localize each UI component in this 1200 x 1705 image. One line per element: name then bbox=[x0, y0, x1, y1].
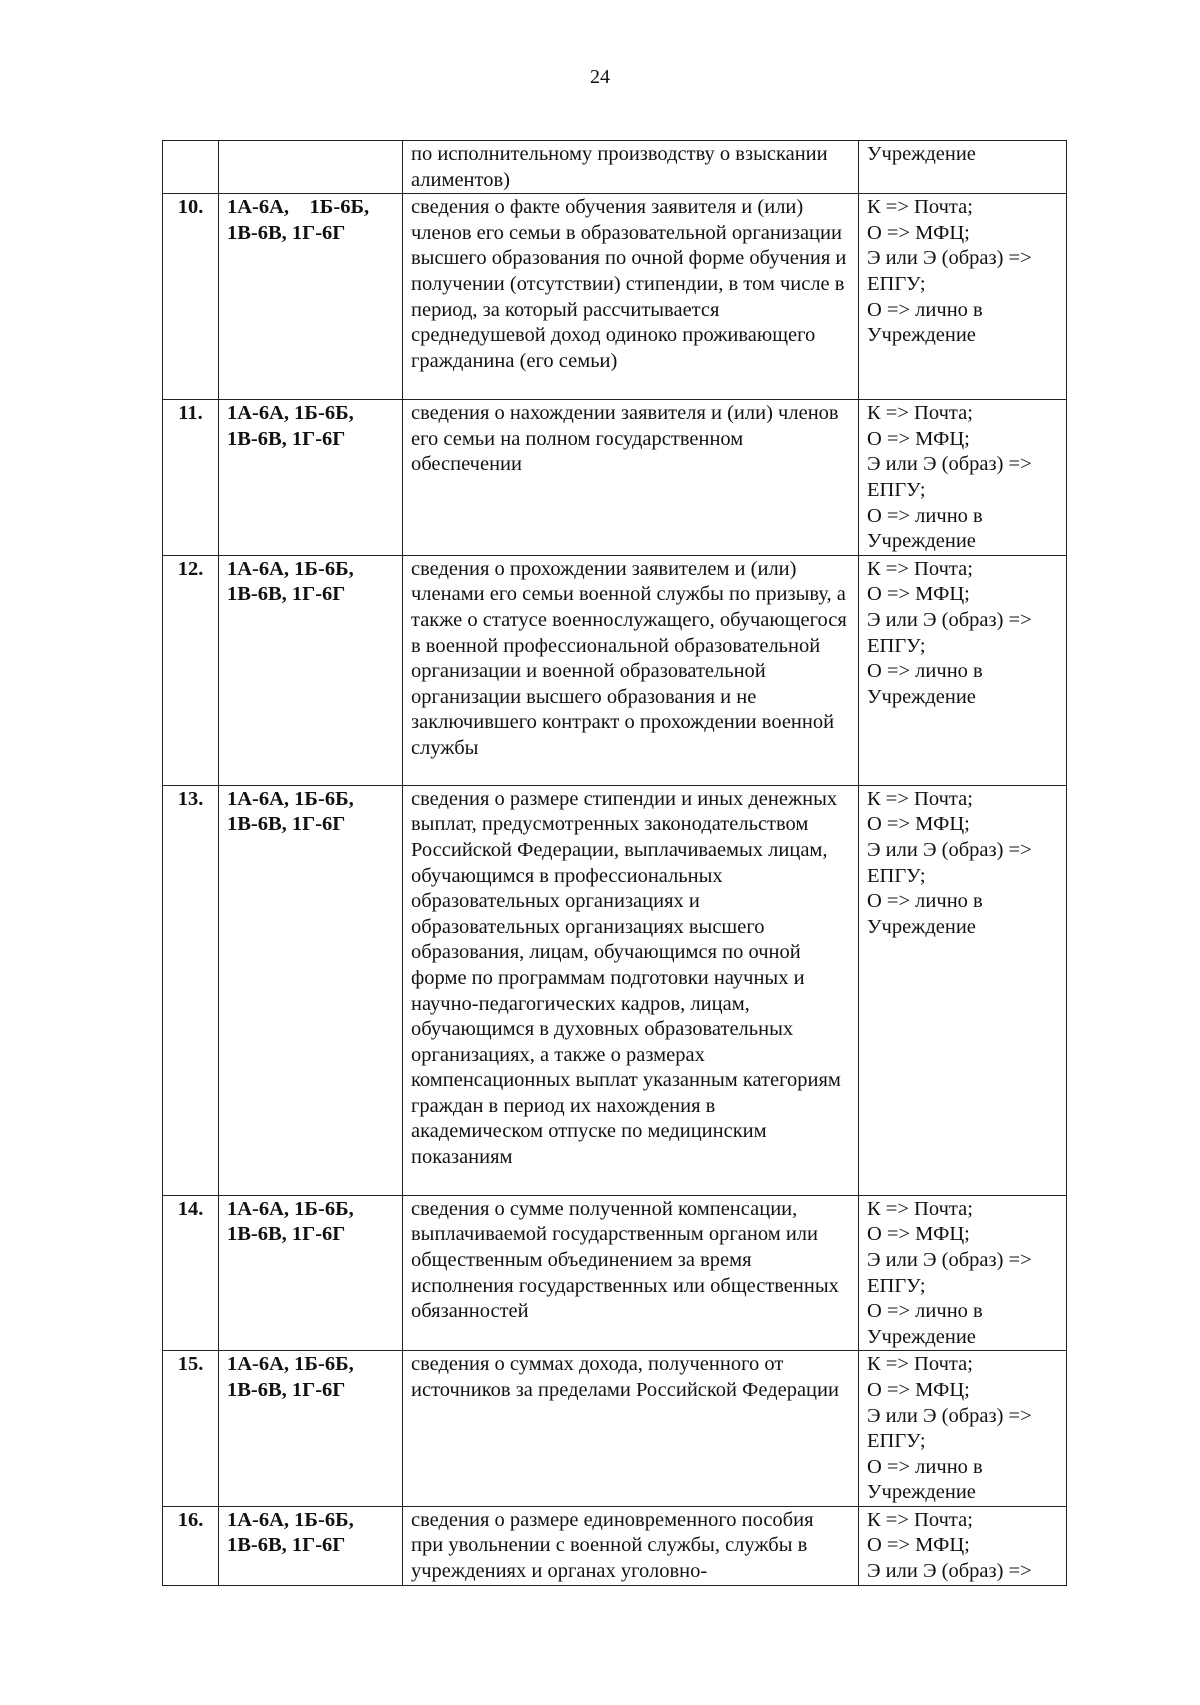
page-number: 24 bbox=[590, 66, 610, 88]
method-line: О => МФЦ; bbox=[867, 221, 970, 244]
method-line: О => лично в bbox=[867, 660, 983, 683]
table-row bbox=[163, 1506, 1067, 1585]
method-line: Э или Э (образ) => bbox=[867, 608, 1032, 631]
row-description: сведения о размере единовременного пособия при увольнении с военной службы, службы в учреждениях и органах уголовно- bbox=[403, 1506, 859, 1585]
code-line: 1А-6А, 1Б-6Б, bbox=[227, 196, 370, 219]
method-line: Учреждение bbox=[867, 324, 976, 347]
code-line: 1В-6В, 1Г-6Г bbox=[227, 1534, 346, 1557]
table-body bbox=[163, 141, 1067, 1586]
row-codes bbox=[219, 400, 403, 556]
row-number: 10. bbox=[163, 194, 219, 400]
table-row bbox=[163, 555, 1067, 785]
row-codes bbox=[219, 785, 403, 1195]
table-row bbox=[163, 1195, 1067, 1351]
method-line: К => Почта; bbox=[867, 1508, 973, 1531]
method-line: Э или Э (образ) => bbox=[867, 1248, 1032, 1271]
table-row bbox=[163, 141, 1067, 194]
table-row bbox=[163, 194, 1067, 400]
method-line: Учреждение bbox=[867, 530, 976, 553]
method-line: Э или Э (образ) => bbox=[867, 838, 1032, 861]
table-row bbox=[163, 400, 1067, 556]
method-line: О => лично в bbox=[867, 1455, 983, 1478]
method-line: О => лично в bbox=[867, 298, 983, 321]
row-codes bbox=[219, 1195, 403, 1351]
row-description: сведения о сумме полученной компенсации, выплачиваемой государственным органом или общественным объединением за время исполнения государственных или общественных обязанностей bbox=[403, 1195, 859, 1351]
row-number: 16. bbox=[163, 1506, 219, 1585]
method-line: ЕПГУ; bbox=[867, 864, 926, 887]
method-line: Учреждение bbox=[867, 915, 976, 938]
row-description: сведения о прохождении заявителем и (или) членами его семьи военной службы по призыву, а также о статусе военнослужащего, обучающегося в военной профессиональной образовательной организации и военной образовательной организации высшего образования и не заключившего контракт о прохождении военной службы bbox=[403, 555, 859, 785]
row-number: 14. bbox=[163, 1195, 219, 1351]
method-line: ЕПГУ; bbox=[867, 272, 926, 295]
method-line: Учреждение bbox=[867, 1325, 976, 1348]
method-line: О => МФЦ; bbox=[867, 1378, 970, 1401]
method-line: О => МФЦ; bbox=[867, 1534, 970, 1557]
row-codes bbox=[219, 194, 403, 400]
method-line: О => МФЦ; bbox=[867, 813, 970, 836]
row-description: сведения о факте обучения заявителя и (или) членов его семьи в образовательной организации высшего образования по очной форме обучения и получении (отсутствии) стипендии, в том числе в период, за который рассчитывается среднедушевой доход одиноко проживающего гражданина (его семьи) bbox=[403, 194, 859, 400]
method-line: О => лично в bbox=[867, 890, 983, 913]
method-line: О => МФЦ; bbox=[867, 427, 970, 450]
method-line: К => Почта; bbox=[867, 1197, 973, 1220]
row-methods bbox=[859, 1506, 1067, 1585]
row-number: 13. bbox=[163, 785, 219, 1195]
code-line: 1А-6А, 1Б-6Б, bbox=[227, 1353, 354, 1376]
row-codes bbox=[219, 555, 403, 785]
method-line: Учреждение bbox=[867, 143, 976, 165]
code-line: 1В-6В, 1Г-6Г bbox=[227, 1223, 346, 1246]
row-methods bbox=[859, 194, 1067, 400]
row-methods bbox=[859, 141, 1067, 194]
code-line: 1В-6В, 1Г-6Г bbox=[227, 813, 346, 836]
code-line: 1А-6А, 1Б-6Б, bbox=[227, 1197, 354, 1220]
row-methods bbox=[859, 1195, 1067, 1351]
row-number: 15. bbox=[163, 1351, 219, 1507]
row-number: 12. bbox=[163, 555, 219, 785]
row-number: 11. bbox=[163, 400, 219, 556]
table-row bbox=[163, 1351, 1067, 1507]
method-line: ЕПГУ; bbox=[867, 478, 926, 501]
method-line: ЕПГУ; bbox=[867, 634, 926, 657]
row-codes bbox=[219, 1506, 403, 1585]
row-number bbox=[163, 141, 219, 194]
row-methods bbox=[859, 785, 1067, 1195]
code-line: 1В-6В, 1Г-6Г bbox=[227, 427, 346, 450]
method-line: Э или Э (образ) => bbox=[867, 247, 1032, 270]
row-description: по исполнительному производству о взыскании алиментов) bbox=[403, 141, 859, 194]
row-description: сведения о нахождении заявителя и (или) членов его семьи на полном государственном обеспечении bbox=[403, 400, 859, 556]
code-line: 1В-6В, 1Г-6Г bbox=[227, 1378, 346, 1401]
method-line: К => Почта; bbox=[867, 402, 973, 425]
row-codes bbox=[219, 1351, 403, 1507]
method-line: К => Почта; bbox=[867, 787, 973, 810]
method-line: О => МФЦ; bbox=[867, 583, 970, 606]
method-line: О => лично в bbox=[867, 504, 983, 527]
method-line: ЕПГУ; bbox=[867, 1430, 926, 1453]
method-line: Учреждение bbox=[867, 1481, 976, 1504]
code-line: 1А-6А, 1Б-6Б, bbox=[227, 402, 354, 425]
documents-table bbox=[162, 140, 1067, 1586]
method-line: О => лично в bbox=[867, 1300, 983, 1323]
method-line: Э или Э (образ) => bbox=[867, 1560, 1032, 1583]
code-line: 1В-6В, 1Г-6Г bbox=[227, 221, 346, 244]
code-line: 1А-6А, 1Б-6Б, bbox=[227, 1508, 354, 1531]
code-line: 1А-6А, 1Б-6Б, bbox=[227, 787, 354, 810]
method-line: Учреждение bbox=[867, 685, 976, 708]
method-line: ЕПГУ; bbox=[867, 1274, 926, 1297]
method-line: О => МФЦ; bbox=[867, 1223, 970, 1246]
row-methods bbox=[859, 1351, 1067, 1507]
code-line: 1В-6В, 1Г-6Г bbox=[227, 583, 346, 606]
method-line: К => Почта; bbox=[867, 196, 973, 219]
code-line: 1А-6А, 1Б-6Б, bbox=[227, 557, 354, 580]
method-line: К => Почта; bbox=[867, 557, 973, 580]
row-description: сведения о суммах дохода, полученного от источников за пределами Российской Федерации bbox=[403, 1351, 859, 1507]
row-description: сведения о размере стипендии и иных денежных выплат, предусмотренных законодательством Российской Федерации, выплачиваемых лицам, обучающимся в профессиональных образовательных организациях и образовательных организациях высшего образования, лицам, обучающимся по очной форме по программам подготовки научных и научно-педагогических кадров, лицам, обучающимся в духовных образовательных организациях, а также о размерах компенсационных выплат указанным категориям граждан в период их нахождения в академическом отпуске по медицинским показаниям bbox=[403, 785, 859, 1195]
row-methods bbox=[859, 400, 1067, 556]
row-codes bbox=[219, 141, 403, 194]
table-row bbox=[163, 785, 1067, 1195]
method-line: Э или Э (образ) => bbox=[867, 1404, 1032, 1427]
row-methods bbox=[859, 555, 1067, 785]
method-line: К => Почта; bbox=[867, 1353, 973, 1376]
method-line: Э или Э (образ) => bbox=[867, 453, 1032, 476]
